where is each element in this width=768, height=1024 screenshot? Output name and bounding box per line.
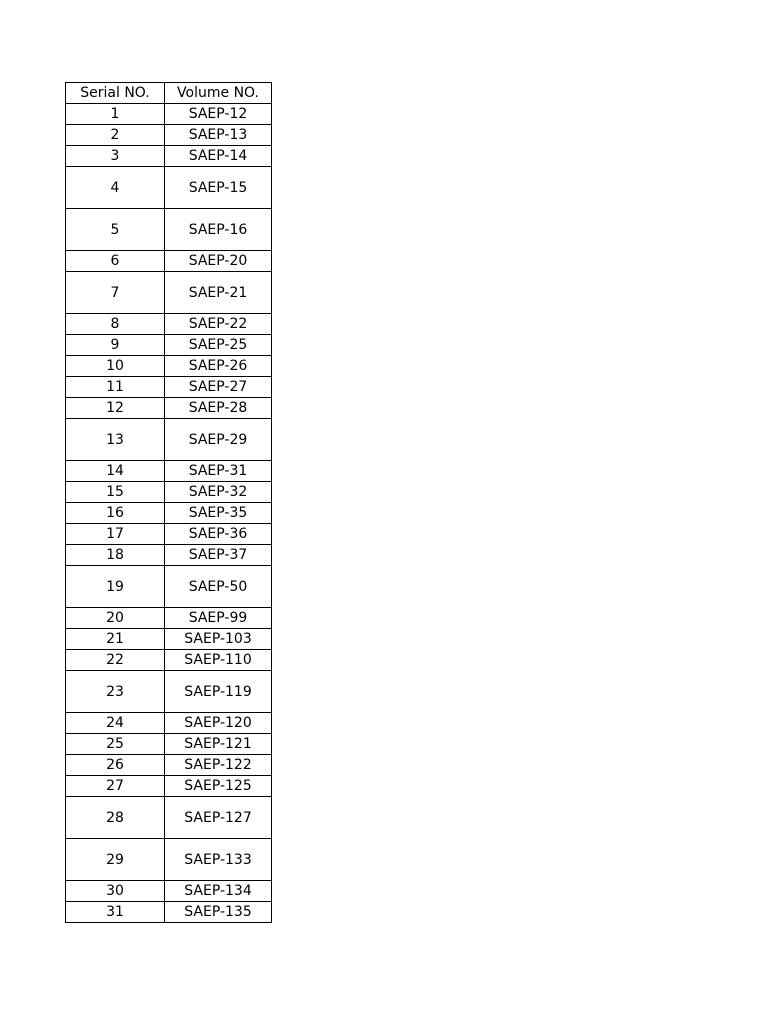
table-row xyxy=(66,419,272,461)
table-row xyxy=(66,503,272,524)
serial-no-cell: 5 xyxy=(66,209,165,251)
header-volume-no: Volume NO. xyxy=(165,83,272,104)
serial-no-cell: 18 xyxy=(66,545,165,566)
table-row xyxy=(66,356,272,377)
header-serial-no: Serial NO. xyxy=(66,83,165,104)
serial-no-cell: 14 xyxy=(66,461,165,482)
serial-no-cell: 27 xyxy=(66,776,165,797)
table-row xyxy=(66,545,272,566)
serial-no-cell: 28 xyxy=(66,797,165,839)
table-row xyxy=(66,524,272,545)
serial-no-cell: 7 xyxy=(66,272,165,314)
volume-no-cell: SAEP-15 xyxy=(165,167,272,209)
volume-no-cell: SAEP-20 xyxy=(165,251,272,272)
table-row xyxy=(66,650,272,671)
serial-no-cell: 12 xyxy=(66,398,165,419)
volume-no-cell: SAEP-36 xyxy=(165,524,272,545)
header-row xyxy=(66,83,272,104)
serial-no-cell: 15 xyxy=(66,482,165,503)
table-row xyxy=(66,209,272,251)
serial-no-cell: 11 xyxy=(66,377,165,398)
serial-no-cell: 20 xyxy=(66,608,165,629)
volume-no-cell: SAEP-119 xyxy=(165,671,272,713)
volume-no-cell: SAEP-13 xyxy=(165,125,272,146)
volume-no-cell: SAEP-103 xyxy=(165,629,272,650)
serial-no-cell: 3 xyxy=(66,146,165,167)
volume-no-cell: SAEP-31 xyxy=(165,461,272,482)
volume-no-cell: SAEP-133 xyxy=(165,839,272,881)
table-row xyxy=(66,797,272,839)
serial-no-cell: 22 xyxy=(66,650,165,671)
volume-no-cell: SAEP-27 xyxy=(165,377,272,398)
serial-no-cell: 23 xyxy=(66,671,165,713)
volume-no-cell: SAEP-35 xyxy=(165,503,272,524)
table-row xyxy=(66,104,272,125)
table-row xyxy=(66,272,272,314)
serial-no-cell: 13 xyxy=(66,419,165,461)
serial-no-cell: 2 xyxy=(66,125,165,146)
serial-no-cell: 4 xyxy=(66,167,165,209)
table-row xyxy=(66,146,272,167)
table-row xyxy=(66,335,272,356)
table-row xyxy=(66,713,272,734)
volume-no-cell: SAEP-25 xyxy=(165,335,272,356)
table-row xyxy=(66,776,272,797)
table-row xyxy=(66,167,272,209)
table-row xyxy=(66,566,272,608)
volume-no-cell: SAEP-14 xyxy=(165,146,272,167)
table-row xyxy=(66,734,272,755)
serial-no-cell: 26 xyxy=(66,755,165,776)
table-row xyxy=(66,398,272,419)
serial-no-cell: 1 xyxy=(66,104,165,125)
volume-no-cell: SAEP-32 xyxy=(165,482,272,503)
serial-no-cell: 10 xyxy=(66,356,165,377)
volume-no-cell: SAEP-26 xyxy=(165,356,272,377)
volume-no-cell: SAEP-134 xyxy=(165,881,272,902)
volume-no-cell: SAEP-21 xyxy=(165,272,272,314)
table-body xyxy=(66,104,272,923)
serial-no-cell: 17 xyxy=(66,524,165,545)
volume-no-cell: SAEP-120 xyxy=(165,713,272,734)
volume-no-cell: SAEP-122 xyxy=(165,755,272,776)
volume-no-cell: SAEP-22 xyxy=(165,314,272,335)
serial-no-cell: 8 xyxy=(66,314,165,335)
table-row xyxy=(66,314,272,335)
table-row xyxy=(66,629,272,650)
table-row xyxy=(66,902,272,923)
volume-no-cell: SAEP-121 xyxy=(165,734,272,755)
table-header xyxy=(66,83,272,104)
volume-no-cell: SAEP-16 xyxy=(165,209,272,251)
volume-no-cell: SAEP-50 xyxy=(165,566,272,608)
serial-no-cell: 24 xyxy=(66,713,165,734)
volume-no-cell: SAEP-110 xyxy=(165,650,272,671)
serial-no-cell: 29 xyxy=(66,839,165,881)
table-row xyxy=(66,125,272,146)
serial-no-cell: 6 xyxy=(66,251,165,272)
serial-no-cell: 19 xyxy=(66,566,165,608)
volume-no-cell: SAEP-135 xyxy=(165,902,272,923)
volume-no-cell: SAEP-29 xyxy=(165,419,272,461)
volume-no-cell: SAEP-37 xyxy=(165,545,272,566)
volume-no-cell: SAEP-127 xyxy=(165,797,272,839)
table-row xyxy=(66,377,272,398)
serial-no-cell: 16 xyxy=(66,503,165,524)
table-row xyxy=(66,755,272,776)
table-row xyxy=(66,881,272,902)
table-row xyxy=(66,608,272,629)
volume-no-cell: SAEP-28 xyxy=(165,398,272,419)
volume-no-cell: SAEP-12 xyxy=(165,104,272,125)
table-row xyxy=(66,671,272,713)
table-row xyxy=(66,482,272,503)
table-row xyxy=(66,461,272,482)
volume-table xyxy=(65,82,272,923)
serial-no-cell: 9 xyxy=(66,335,165,356)
volume-no-cell: SAEP-99 xyxy=(165,608,272,629)
serial-no-cell: 21 xyxy=(66,629,165,650)
serial-no-cell: 31 xyxy=(66,902,165,923)
serial-no-cell: 25 xyxy=(66,734,165,755)
serial-no-cell: 30 xyxy=(66,881,165,902)
table-row xyxy=(66,839,272,881)
table-row xyxy=(66,251,272,272)
volume-no-cell: SAEP-125 xyxy=(165,776,272,797)
